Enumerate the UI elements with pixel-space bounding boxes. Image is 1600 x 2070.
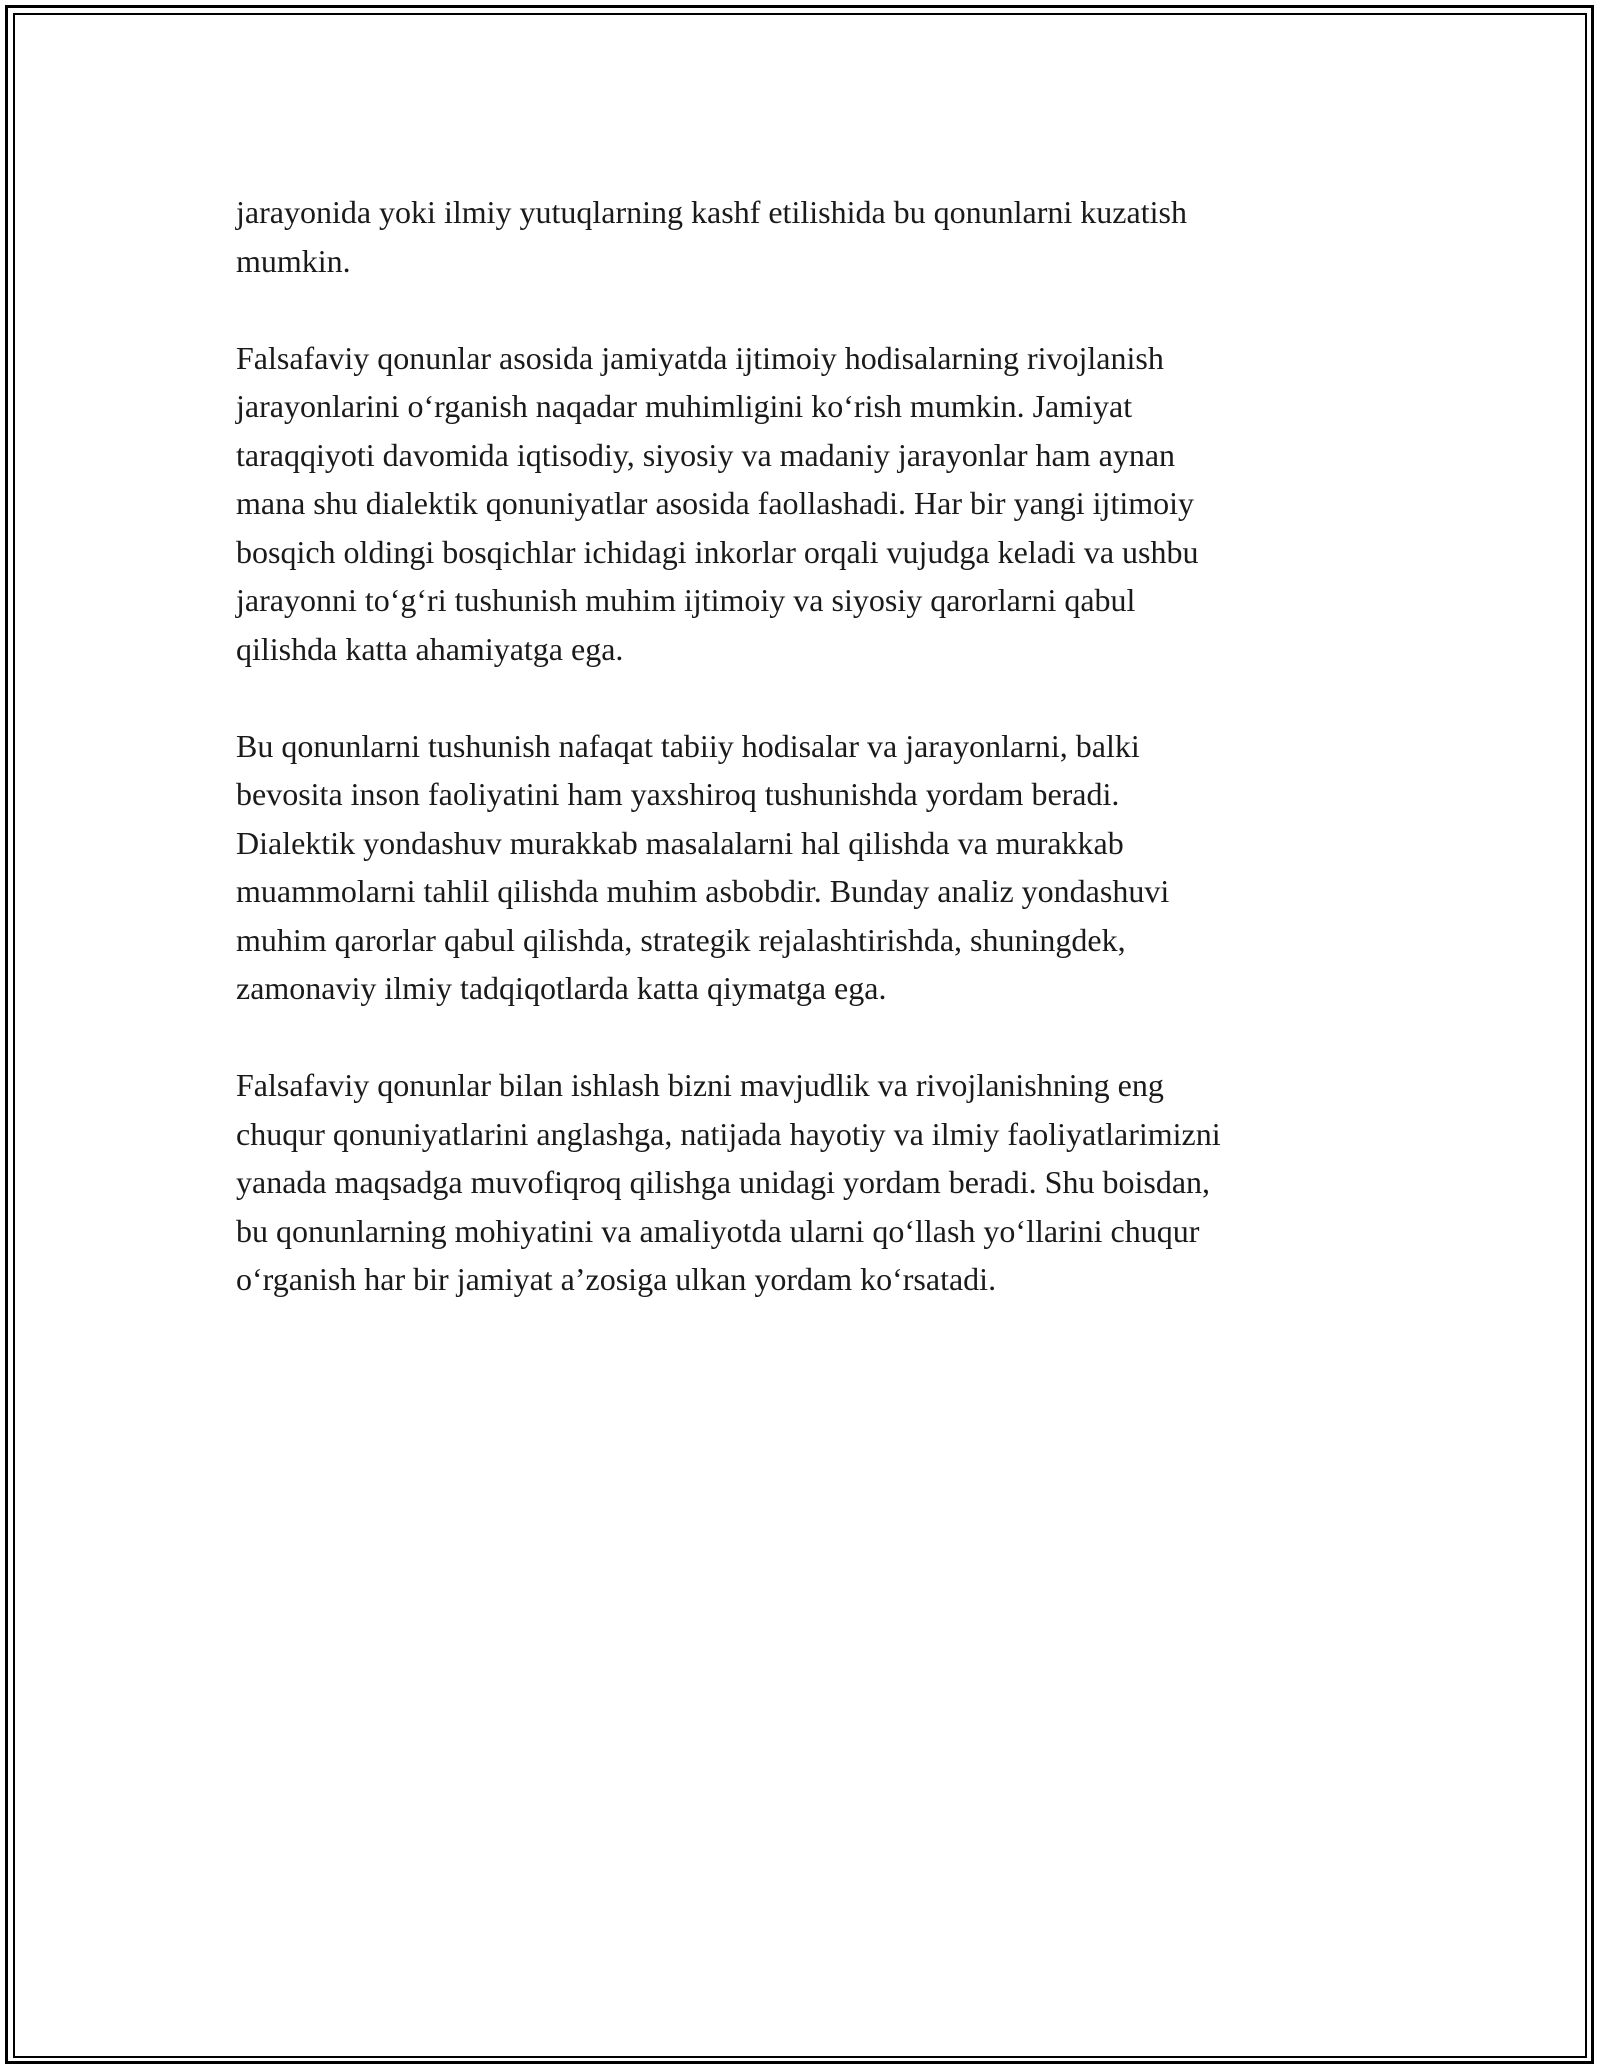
text-line: qilishda katta ahamiyatga ega. <box>236 630 624 667</box>
text-line: zamonaviy ilmiy tadqiqotlarda katta qiymatga ega. <box>236 970 887 1006</box>
text-line: muammolarni tahlil qilishda muhim asbobdir. Bunday analiz yondashuvi <box>236 873 1170 909</box>
text-line: chuqur qonuniyatlarini anglashga, natijada hayotiy va ilmiy faoliyatlarimizni <box>236 1115 1221 1152</box>
text-line: jarayonni to‘g‘ri tushunish muhim ijtimoiy va siyosiy qarorlarni qabul <box>236 582 1136 618</box>
text-line: bosqich oldingi bosqichlar ichidagi inkorlar orqali vujudga keladi va ushbu <box>236 533 1199 570</box>
text-line: Falsafaviy qonunlar asosida jamiyatda ijtimoiy hodisalarning rivojlanish <box>236 339 1164 376</box>
text-line: Falsafaviy qonunlar bilan ishlash bizni mavjudlik va rivojlanishning eng <box>236 1067 1164 1103</box>
text-line: mana shu dialektik qonuniyatlar asosida faollashadi. Har bir yangi ijtimoiy <box>236 485 1194 521</box>
paragraph-2 <box>236 334 1386 674</box>
text-line: yanada maqsadga muvofiqroq qilishga unidagi yordam beradi. Shu boisdan, <box>236 1164 1211 1200</box>
text-line: muhim qarorlar qabul qilishda, strategik rejalashtirishda, shuningdek, <box>236 921 1126 958</box>
text-line: o‘rganish har bir jamiyat a’zosiga ulkan yordam ko‘rsatadi. <box>236 1261 997 1297</box>
text-line: jarayonida yoki ilmiy yutuqlarning kashf etilishida bu qonunlarni kuzatish <box>236 194 1187 230</box>
text-line: jarayonlarini o‘rganish naqadar muhimligini ko‘rish mumkin. Jamiyat <box>236 388 1133 424</box>
paragraph-3 <box>236 722 1386 1013</box>
paragraph-1 <box>236 188 1386 285</box>
text-line: Dialektik yondashuv murakkab masalalarni hal qilishda va murakkab <box>236 824 1124 861</box>
text-line: Bu qonunlarni tushunish nafaqat tabiiy hodisalar va jarayonlarni, balki <box>236 727 1140 764</box>
text-line: taraqqiyoti davomida iqtisodiy, siyosiy va madaniy jarayonlar ham aynan <box>236 436 1176 473</box>
paragraph-4 <box>236 1061 1386 1304</box>
text-line: bevosita inson faoliyatini ham yaxshiroq tushunishda yordam beradi. <box>236 776 1120 812</box>
text-line: mumkin. <box>236 242 351 279</box>
text-line: bu qonunlarning mohiyatini va amaliyotda ularni qo‘llash yo‘llarini chuqur <box>236 1212 1200 1249</box>
document-body <box>236 188 1386 1352</box>
